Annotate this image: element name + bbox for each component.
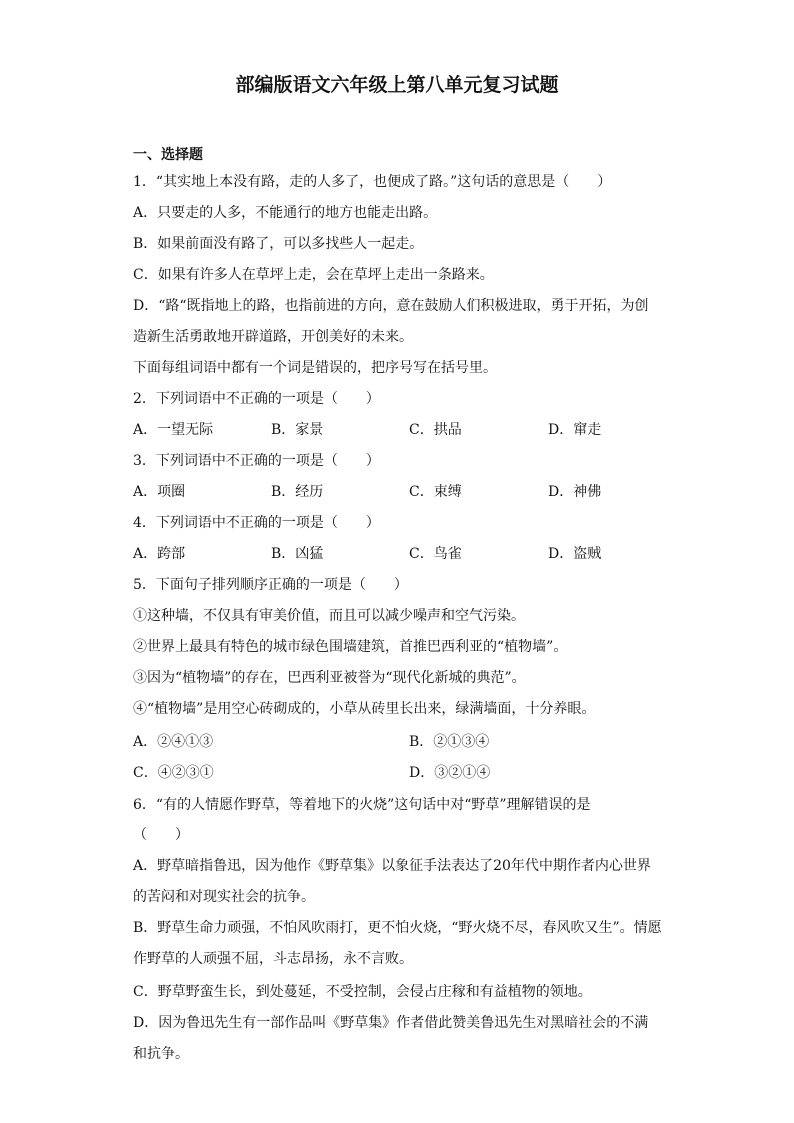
question-5-option-d: D．③②①④ [409,765,491,781]
question-5-stem: 5．下面句子排列顺序正确的一项是（ ） [133,577,408,593]
question-5-sentence-3: ③因为“植物墙”的存在，巴西利亚被誉为“现代化新城的典范”。 [133,670,526,686]
question-2-option-d: D．窜走 [548,422,602,438]
page-title: 部编版语文六年级上第八单元复习试题 [235,74,559,96]
question-2-stem: 2．下列词语中不正确的一项是（ ） [133,391,380,407]
question-3-option-c: C．束缚 [409,484,462,500]
question-6-stem-line1: 6．“有的人情愿作野草，等着地下的火烧”这句话中对“野草”理解错误的是 [133,797,591,813]
question-1-option-d-line1: D．“路“既指地上的路，也指前进的方向，意在鼓励人们积极进取，勇于开拓，为创 [133,298,649,314]
question-2-option-a: A．一望无际 [133,422,214,438]
question-1-option-a: A．只要走的人多，不能通行的地方也能走出路。 [133,205,438,221]
question-4-stem: 4．下列词语中不正确的一项是（ ） [133,515,380,531]
question-1-stem: 1．“其实地上本没有路，走的人多了，也便成了路。”这句话的意思是（ ） [133,174,612,190]
question-6-option-b-line2: 作野草的人顽强不屈，斗志昂扬，永不言败。 [133,951,413,967]
question-5-sentence-4: ④“植物墙”是用空心砖砌成的，小草从砖里长出来，绿满墙面，十分养眼。 [133,701,596,717]
question-4-option-d: D．盗贼 [548,546,602,562]
question-6-option-b-line1: B．野草生命力顽强，不怕风吹雨打，更不怕火烧，“野火烧不尽，春风吹又生”。情愿 [133,920,662,936]
question-2-option-c: C．拱品 [409,422,462,438]
question-5-sentence-1: ①这种墙，不仅具有审美价值，而且可以减少噪声和空气污染。 [133,608,525,624]
question-4-option-b: B．凶猛 [271,546,324,562]
question-2-option-b: B．家景 [271,422,324,438]
instruction-text: 下面每组词语中都有一个词是错误的，把序号写在括号里。 [133,360,497,376]
question-6-option-d-line1: D．因为鲁迅先生有一部作品叫《野草集》作者借此赞美鲁迅先生对黑暗社会的不满 [133,1015,649,1031]
question-1-option-b: B．如果前面没有路了，可以多找些人一起走。 [133,236,424,252]
question-3-option-b: B．经历 [271,484,324,500]
question-6-option-a-line1: A．野草暗指鲁迅，因为他作《野草集》以象征手法表达了20年代中期作者内心世界 [133,858,651,874]
question-4-option-c: C．鸟雀 [409,546,462,562]
question-6-option-d-line2: 和抗争。 [133,1046,189,1062]
question-5-option-c: C．④②③① [133,765,214,781]
question-5-option-b: B．②①③④ [409,734,490,750]
question-6-option-a-line2: 的苦闷和对现实社会的抗争。 [133,889,315,905]
question-3-stem: 3．下列词语中不正确的一项是（ ） [133,453,380,469]
question-3-option-a: A．项圈 [133,484,186,500]
question-5-option-a: A．②④①③ [133,734,214,750]
question-3-option-d: D．神佛 [548,484,602,500]
question-4-option-a: A．跨部 [133,546,186,562]
question-6-option-c: C．野草野蛮生长，到处蔓延，不受控制，会侵占庄稼和有益植物的领地。 [133,984,592,1000]
question-5-sentence-2: ②世界上最具有特色的城市绿色围墙建筑，首推巴西利亚的“植物墙”。 [133,639,568,655]
question-6-stem-line2: （ ） [133,827,189,843]
question-1-option-c: C．如果有许多人在草坪上走，会在草坪上走出一条路来。 [133,267,494,283]
question-1-option-d-line2: 造新生活勇敢地开辟道路，开创美好的未来。 [133,329,413,345]
section-heading: 一、选择题 [133,147,203,163]
